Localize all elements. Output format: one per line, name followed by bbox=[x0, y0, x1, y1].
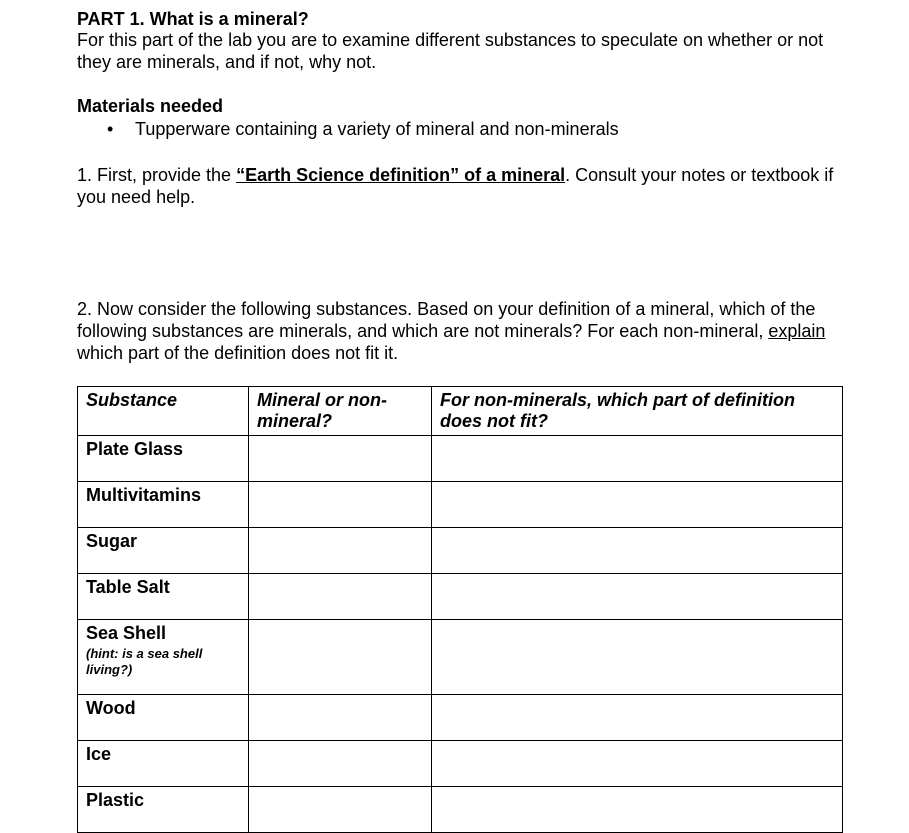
mineral-answer-cell[interactable] bbox=[249, 482, 432, 528]
bullet-icon: • bbox=[107, 119, 114, 139]
explanation-answer-cell[interactable] bbox=[432, 436, 843, 482]
header-definition-mismatch: For non-minerals, which part of definition does not fit? bbox=[432, 387, 843, 436]
substance-hint: (hint: is a sea shell living?) bbox=[86, 646, 203, 677]
question-2-prefix: 2. Now consider the following substances. Based on your definition of a mineral, which of the following substances are minerals, and which are not minerals? For each non-mineral, bbox=[77, 299, 816, 341]
substance-cell: Plate Glass bbox=[78, 436, 249, 482]
mineral-answer-cell[interactable] bbox=[249, 620, 432, 695]
table-row bbox=[78, 482, 843, 528]
explanation-answer-cell[interactable] bbox=[432, 482, 843, 528]
part-title: PART 1. What is a mineral? bbox=[77, 9, 309, 29]
question-2-underlined: explain bbox=[768, 321, 826, 341]
table-row bbox=[78, 787, 843, 833]
table-header-row bbox=[78, 387, 843, 436]
substance-cell: Table Salt bbox=[78, 574, 249, 620]
question-2-suffix: which part of the definition does not fit it. bbox=[77, 343, 399, 363]
table-row bbox=[78, 528, 843, 574]
question-1 bbox=[77, 164, 837, 208]
substance-cell: Sugar bbox=[78, 528, 249, 574]
materials-heading: Materials needed bbox=[77, 96, 224, 116]
header-substance: Substance bbox=[78, 387, 249, 436]
explanation-answer-cell[interactable] bbox=[432, 741, 843, 787]
mineral-answer-cell[interactable] bbox=[249, 695, 432, 741]
mineral-answer-cell[interactable] bbox=[249, 574, 432, 620]
mineral-answer-cell[interactable] bbox=[249, 436, 432, 482]
explanation-answer-cell[interactable] bbox=[432, 787, 843, 833]
question-1-emphasis: “Earth Science definition” of a mineral bbox=[236, 165, 566, 185]
substance-cell: Ice bbox=[78, 741, 249, 787]
question-2 bbox=[77, 298, 837, 364]
materials-list-item bbox=[107, 118, 619, 140]
header-mineral-or-non-mineral: Mineral or non-mineral? bbox=[249, 387, 432, 436]
table-row bbox=[78, 741, 843, 787]
table-row bbox=[78, 574, 843, 620]
substance-cell: Wood bbox=[78, 695, 249, 741]
explanation-answer-cell[interactable] bbox=[432, 528, 843, 574]
question-1-suffix: . Consult your notes or textbook if you need help. bbox=[77, 165, 834, 207]
mineral-answer-cell[interactable] bbox=[249, 787, 432, 833]
question-1-prefix: 1. First, provide the bbox=[77, 165, 237, 185]
intro-paragraph: For this part of the lab you are to examine different substances to speculate on whether or not they are minerals, and if not, why not. bbox=[77, 30, 824, 72]
mineral-answer-cell[interactable] bbox=[249, 528, 432, 574]
substance-cell bbox=[78, 620, 249, 695]
materials-list bbox=[107, 118, 619, 140]
explanation-answer-cell[interactable] bbox=[432, 620, 843, 695]
explanation-answer-cell[interactable] bbox=[432, 574, 843, 620]
substance-cell: Multivitamins bbox=[78, 482, 249, 528]
table-row bbox=[78, 620, 843, 695]
explanation-answer-cell[interactable] bbox=[432, 695, 843, 741]
materials-item-text: Tupperware containing a variety of mineral and non-minerals bbox=[135, 119, 619, 139]
substance-cell: Plastic bbox=[78, 787, 249, 833]
substance-name: Sea Shell bbox=[86, 623, 167, 643]
table-row bbox=[78, 436, 843, 482]
mineral-answer-cell[interactable] bbox=[249, 741, 432, 787]
substances-table bbox=[77, 386, 843, 833]
table-row bbox=[78, 695, 843, 741]
